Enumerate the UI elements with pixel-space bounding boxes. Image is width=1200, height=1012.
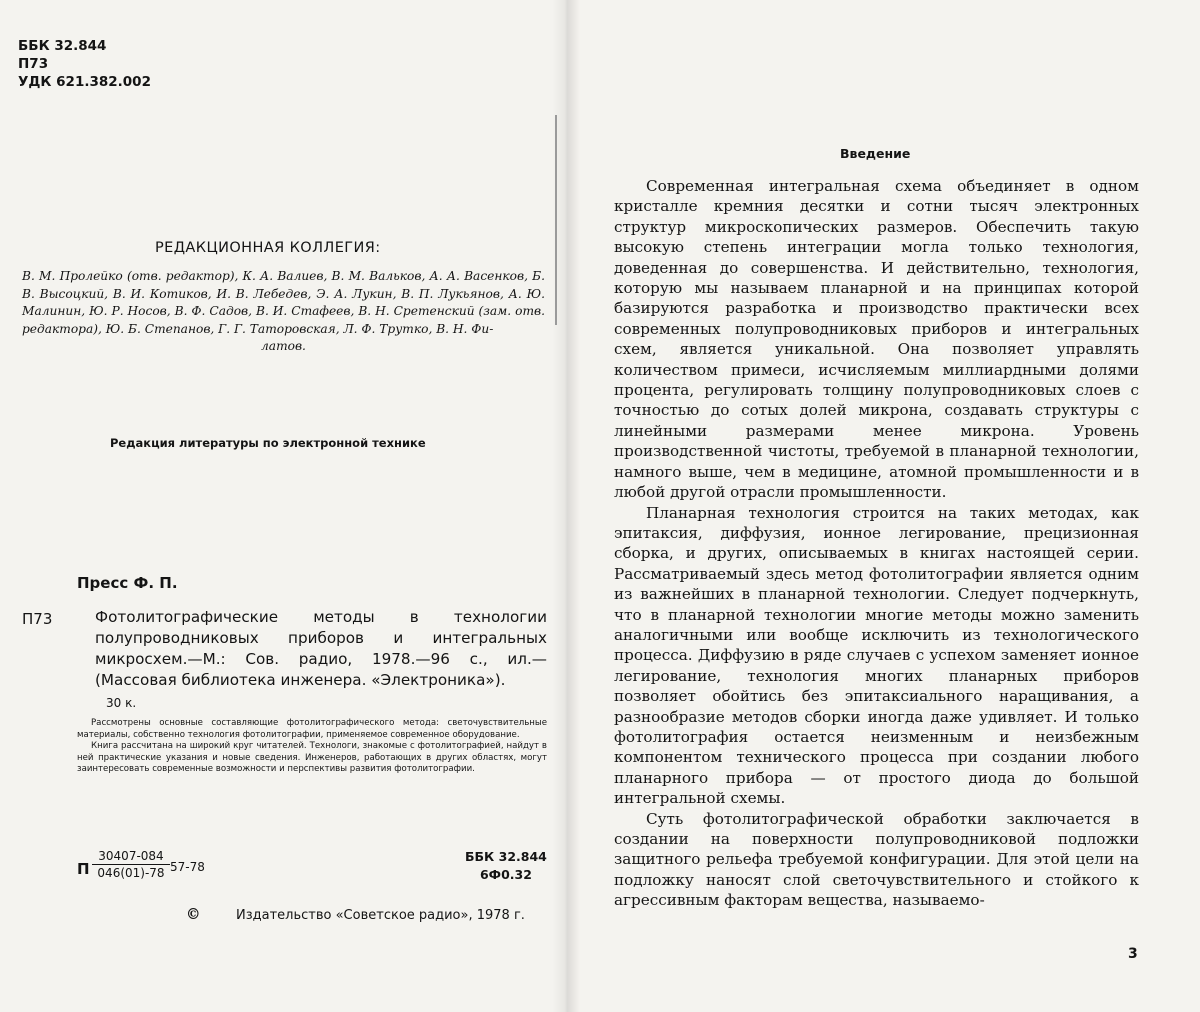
catalog-letter: П	[77, 860, 90, 878]
page-number: 3	[1128, 946, 1138, 962]
bbk-bottom-block	[465, 848, 547, 884]
annotation-paragraph: Книга рассчитана на широкий круг читателей. Технологи, знакомые с фотолитографией, найдут в ней практические указания и новые сведения. Инженеров, работающих в других областях, могут заинтересовать современные возможности и перспективы развития фотолитографии.	[77, 741, 547, 776]
classification-mark: П73	[22, 610, 52, 628]
udk-code: УДК 621.382.002	[18, 73, 151, 91]
annotation	[77, 718, 547, 776]
bbk-bottom-subcode: 6Ф0.32	[465, 866, 547, 884]
author-name: Пресс Ф. П.	[77, 574, 178, 592]
catalog-numerator: 30407-084	[92, 849, 170, 865]
series-editorial-office: Редакция литературы по электронной технике	[110, 436, 426, 450]
bbk-code: ББК 32.844	[18, 37, 151, 55]
introduction-title: Введение	[840, 146, 910, 161]
classification-codes	[18, 37, 151, 91]
catalog-suffix: 57-78	[170, 860, 205, 874]
copyright-icon: ©	[186, 906, 201, 923]
catalog-code: П73	[18, 55, 151, 73]
left-page	[0, 0, 575, 1012]
catalog-denominator: 046(01)-78	[92, 865, 170, 880]
publisher-line: Издательство «Советское радио», 1978 г.	[236, 908, 525, 923]
catalog-fraction	[92, 849, 170, 880]
introduction-paragraph: Планарная технология строится на таких методах, как эпитаксия, диффузия, ионное легирование, прецизионная сборка, и других, описываемых в книгах настоящей серии. Рассматриваемый здесь метод фотолитографии является одним из важнейших в планарной технологии. Следует подчеркнуть, что в планарной технологии многие методы можно заменить аналогичными или вообще исключить из технологического процесса. Диффузию в ряде случаев с успехом заменяет ионное легирование, технология многих планарных приборов позволяет обойтись без эпитаксиального наращивания, а разнообразие методов сборки иногда даже удивляет. И только фотолитография остается неизменным и неизбежным компонентом технического процесса при создании любого планарного прибора — от простого диода до большой интегральной схемы.	[614, 503, 1139, 809]
editorial-board-list	[22, 268, 545, 356]
editorial-board-members-end: латов.	[22, 338, 545, 356]
bbk-bottom-code: ББК 32.844	[465, 848, 547, 866]
bibliographic-entry: Фотолитографические методы в технологии полупроводниковых приборов и интегральных микросхем.—М.: Сов. радио, 1978.—96 с., ил.— (Массовая библиотека инженера. «Электроника»).	[95, 607, 547, 691]
introduction-paragraph: Современная интегральная схема объединяет в одном кристалле кремния десятки и сотни тысяч электронных структур микроскопических размеров. Обеспечить такую высокую степень интеграции могла только технология, доведенная до совершенства. И действительно, технология, которую мы называем планарной и на принципах которой базируются разработка и производство практически всех современных полупроводниковых приборов и интегральных схем, является уникальной. Она позволяет управлять количеством примеси, исчисляемым миллиардными долями процента, регулировать толщину полупроводниковых слоев с точностью до сотых долей микрона, создавать структуры с линейными размерами менее микрона. Уровень производственной чистоты, требуемой в планарной технологии, намного выше, чем в медицине, атомной промышленности и в любой другой отрасли промышленности.	[614, 176, 1139, 503]
editorial-board-members: В. М. Пролейко (отв. редактор), К. А. Валиев, В. М. Вальков, А. А. Васенков, Б. В. Высоцкий, В. И. Котиков, И. В. Лебедев, Э. А. Лукин, В. П. Лукьянов, А. Ю. Малинин, Ю. Р. Носов, В. Ф. Садов, В. И. Стафеев, В. Н. Сретенский (зам. отв. редактора), Ю. Б. Степанов, Г. Г. Таторовская, Л. Ф. Трутко, В. Н. Фи-	[22, 268, 545, 338]
introduction-paragraph: Суть фотолитографической обработки заключается в создании на поверхности полупроводниковой подложки защитного рельефа требуемой конфигурации. Для этой цели на подложку наносят слой светочувствительного и стойкого к агрессивным факторам вещества, называемо-	[614, 809, 1139, 911]
price: 30 к.	[106, 696, 136, 710]
editorial-board-heading: РЕДАКЦИОННАЯ КОЛЛЕГИЯ:	[155, 240, 381, 256]
introduction-body	[614, 176, 1139, 911]
right-page	[575, 0, 1200, 1012]
annotation-paragraph: Рассмотрены основные составляющие фотолитографического метода: светочувствительные материалы, собственно технология фотолитографии, применяемое современное оборудование.	[77, 718, 547, 741]
